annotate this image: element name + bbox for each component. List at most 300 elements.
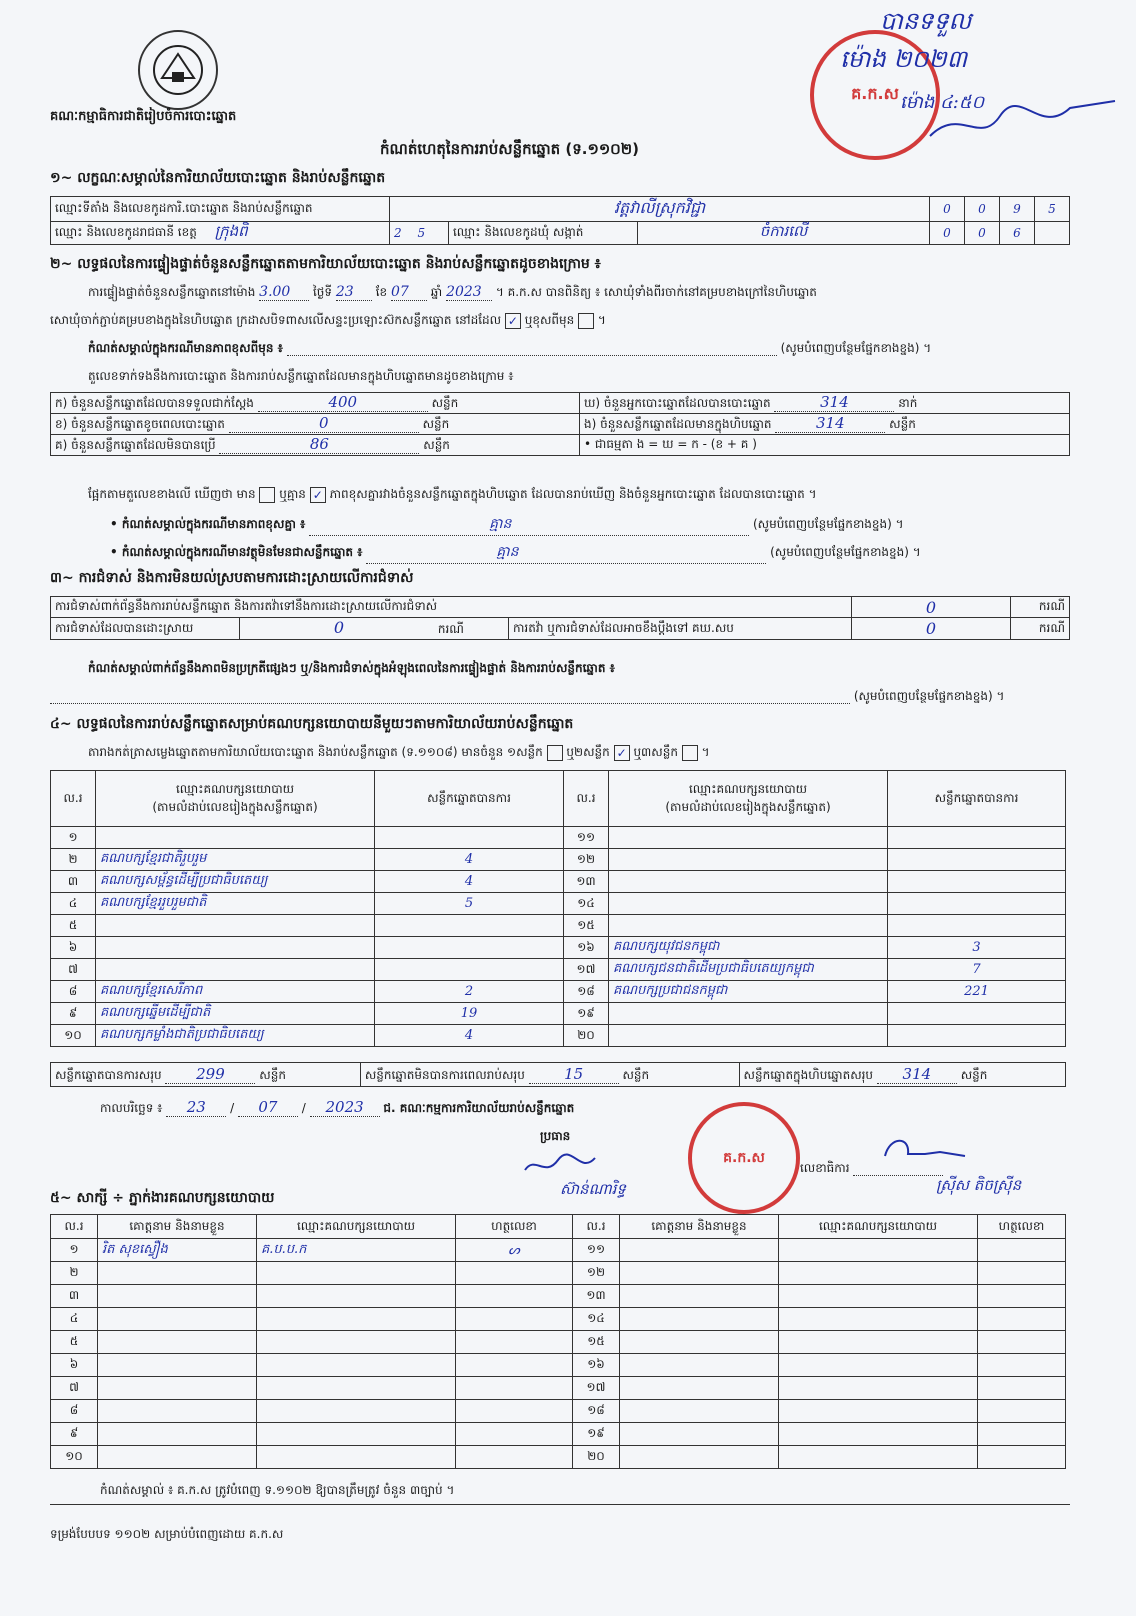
result-no-right: ១៩ <box>564 1003 609 1025</box>
location-value: វត្តវាលីស្រុកវិជ្ជា <box>390 197 930 222</box>
result-no-right: ២០ <box>564 1025 609 1047</box>
same-checkbox[interactable]: ✓ <box>505 313 521 329</box>
section3-note-line <box>50 688 1070 706</box>
total-box-label: សន្លឹកឆ្នោតក្នុងហិបឆ្នោតសរុប <box>743 1067 874 1082</box>
witness-party-left <box>257 1262 456 1285</box>
verification-line-2: សោឃុំចាក់ភ្ជាប់គម្របខាងក្នុងនៃហិបឆ្នោត ក្រដាសបិទពាសលើសន្ទះប្រឡោះស៊កសន្លឹកឆ្នោត នៅដដែល ✓ ឬខុសពីមុន ។ <box>50 313 606 328</box>
result-votes-left <box>375 915 564 937</box>
committee-stamp-text: គ.ក.ស <box>723 1149 765 1166</box>
tally-line: តារាងកត់ត្រាសម្លេងឆ្នោតតាមការិយាល័យបោះឆ្នោត និងរាប់សន្លឹកឆ្នោត (ទ.១១០៨) មានចំនួន ១សន្លឹក ឬ២សន្លឹក ✓ ឬ៣សន្លឹក ។ <box>88 745 710 760</box>
result-no-right: ១៧ <box>564 959 609 981</box>
witness-party-right <box>779 1262 978 1285</box>
footer-note: កំណត់សម្គាល់ ៖ គ.ក.ស ត្រូវបំពេញ ទ.១១០២ ឱ្យបានត្រឹមត្រូវ ចំនួន ៣ច្បាប់ ។ <box>100 1483 455 1497</box>
note2-label: • កំណត់សម្គាល់ក្នុងករណីមានភាពខុសគ្នា ៖ <box>110 517 306 531</box>
province-code-1: 2 <box>394 226 402 240</box>
witness-sign-left <box>456 1308 573 1331</box>
section3-note-blank <box>50 689 850 704</box>
witness-name-right <box>620 1331 779 1354</box>
date-label: កាលបរិច្ឆេទ ៖ <box>100 1101 163 1115</box>
received-ballots-label: ក) ចំនួនសន្លឹកឆ្នោតដែលបានទទួលជាក់ស្តែង <box>55 396 254 410</box>
result-votes-right: 7 <box>888 959 1066 981</box>
witness-party-right <box>779 1377 978 1400</box>
witness-sign-left <box>456 1446 573 1469</box>
witness-body <box>51 1239 1066 1469</box>
result-party-left: គណបក្សសម្ព័ន្ធដើម្បីប្រជាធិបតេយ្យ <box>96 871 375 893</box>
verification-time: 3.00 <box>259 284 309 301</box>
tally-three-checkbox[interactable] <box>682 745 698 761</box>
verification-line2-text: សោឃុំចាក់ភ្ជាប់គម្របខាងក្នុងនៃហិបឆ្នោត ក្រដាសបិទពាសលើសន្ទះប្រឡោះស៊កសន្លឹកឆ្នោត នៅដដែល <box>50 313 502 327</box>
witness-party-right <box>779 1446 978 1469</box>
result-no-right: ១៤ <box>564 893 609 915</box>
verification-month: 07 <box>391 284 427 301</box>
verification-text-c: ខែ <box>375 285 388 299</box>
section1-title: ១~ លក្ខណៈសម្គាល់នៃការិយាល័យបោះឆ្នោត និងរាប់សន្លឹកឆ្នោត <box>50 170 386 186</box>
secretary-label: លេខាធិការ <box>800 1161 850 1175</box>
total-box-unit: សន្លឹក <box>960 1067 988 1082</box>
committee-stamp <box>688 1102 800 1214</box>
received-ballots-unit: សន្លឹក <box>431 396 459 410</box>
note2-value: គ្មាន <box>309 514 749 536</box>
total-valid-label: សន្លឹកឆ្នោតបានការសរុប <box>55 1067 162 1082</box>
result-party-right: គណបក្សជនជាតិដើមប្រជាធិបតេយ្យកម្ពុជា <box>609 959 888 981</box>
result-no-right: ១៦ <box>564 937 609 959</box>
nec-logo <box>138 30 218 110</box>
note1-line <box>88 340 1068 358</box>
chair-signature <box>520 1150 600 1180</box>
witness-row <box>51 1262 1066 1285</box>
voters-value: 314 <box>774 393 894 412</box>
section3-title: ៣~ ការជំទាស់ និងការមិនយល់ស្របតាមការដោះស្រាយលើការជំទាស់ <box>50 570 414 586</box>
appeals-value: 0 <box>852 618 1011 640</box>
witness-sign-left: ᔕ <box>456 1239 573 1262</box>
section4-title: ៤~ លទ្ធផលនៃការរាប់សន្លឹកឆ្នោតសម្រាប់គណបក្សនយោបាយនីមួយៗតាមការិយាល័យរាប់សន្លឹកឆ្នោត <box>50 716 574 732</box>
note3-suffix: (សូមបំពេញបន្ថែមផ្នែកខាងខ្នង) ។ <box>770 545 921 559</box>
date-month: 07 <box>238 1098 298 1117</box>
result-votes-right <box>888 1003 1066 1025</box>
witness-no-left: ៤ <box>51 1308 98 1331</box>
result-party-left <box>96 959 375 981</box>
witness-sign-left <box>456 1331 573 1354</box>
changed-checkbox[interactable] <box>578 313 594 329</box>
witness-party-right <box>779 1239 978 1262</box>
section3-note-suffix: (សូមបំពេញបន្ថែមផ្នែកខាងខ្នង) ។ <box>853 689 1005 703</box>
witness-party-right <box>779 1423 978 1446</box>
results-col-party-sub-right: (តាមលំដាប់លេខរៀងក្នុងសន្លឹកឆ្នោត) <box>665 799 831 814</box>
witness-no-left: ៩ <box>51 1423 98 1446</box>
result-votes-left <box>375 937 564 959</box>
date-suffix: ជ. គណៈកម្មការការិយាល័យរាប់សន្លឹកឆ្នោត <box>383 1101 575 1115</box>
complaints-value: 0 <box>852 597 1011 618</box>
witness-name-left <box>98 1308 257 1331</box>
complaints-unit: ករណី <box>1011 597 1070 618</box>
note1-label: កំណត់សម្គាល់ក្នុងករណីមានភាពខុសពីមុន ៖ <box>88 341 283 355</box>
witness-no-left: ១០ <box>51 1446 98 1469</box>
tally-text-b: ឬ២សន្លឹក <box>566 745 610 759</box>
witness-no-right: ១២ <box>573 1262 620 1285</box>
witness-col-name-right: គោត្តនាម និងនាមខ្លួន <box>620 1215 779 1239</box>
witness-party-right <box>779 1308 978 1331</box>
results-row <box>51 827 1066 849</box>
witness-sign-right <box>978 1446 1066 1469</box>
results-row <box>51 893 1066 915</box>
witness-party-right <box>779 1354 978 1377</box>
results-row <box>51 1003 1066 1025</box>
results-col-party-right: ឈ្មោះគណបក្សនយោបាយ <box>688 781 808 796</box>
total-invalid-unit: សន្លឹក <box>622 1067 650 1082</box>
witness-col-party-left: ឈ្មោះគណបក្សនយោបាយ <box>257 1215 456 1239</box>
witness-no-right: ១៥ <box>573 1331 620 1354</box>
witness-name-left <box>98 1377 257 1400</box>
result-votes-left: 4 <box>375 871 564 893</box>
witness-no-right: ១៩ <box>573 1423 620 1446</box>
total-valid-unit: សន្លឹក <box>259 1067 286 1082</box>
section5-title: ៥~ សាក្សី ÷ ភ្នាក់ងារគណបក្សនយោបាយ <box>50 1190 275 1206</box>
result-party-left: គណបក្សខ្មែរជាតិរួបរួម <box>96 849 375 871</box>
result-party-left: គណបក្សខ្មែររួបរួមជាតិ <box>96 893 375 915</box>
emblem-icon <box>150 42 206 98</box>
witness-col-name-left: គោត្តនាម និងនាមខ្លួន <box>98 1215 257 1239</box>
compare-text-b: ឬគ្មាន <box>279 487 306 501</box>
note3-label: • កំណត់សម្គាល់ក្នុងករណីមានវត្ថុមិនមែនជាសន្លឹកឆ្នោត ៖ <box>110 545 363 559</box>
witness-name-left <box>98 1354 257 1377</box>
witness-row <box>51 1331 1066 1354</box>
witness-party-left <box>257 1308 456 1331</box>
result-votes-left: 5 <box>375 893 564 915</box>
result-party-right <box>609 915 888 937</box>
location-label: ឈ្មោះទីតាំង និងលេខកូដការិ.បោះឆ្នោត និងរាប់សន្លឹកឆ្នោត <box>51 197 390 222</box>
section3-table <box>50 596 1070 640</box>
resolved-value: 0 <box>333 618 345 637</box>
witness-sign-left <box>456 1377 573 1400</box>
received-note-1: បានទទួល <box>880 7 972 35</box>
result-no-right: ១៥ <box>564 915 609 937</box>
result-votes-left <box>375 959 564 981</box>
witness-row <box>51 1377 1066 1400</box>
witness-name-left <box>98 1446 257 1469</box>
section2-title: ២~ លទ្ធផលនៃការផ្ទៀងផ្ទាត់ចំនួនសន្លឹកឆ្នោតតាមការិយាល័យបោះឆ្នោត និងរាប់សន្លឹកឆ្នោតដូចខាងក្រោម ៖ <box>50 256 601 272</box>
witness-no-right: ១៤ <box>573 1308 620 1331</box>
compare-text-c: ភាពខុសគ្នារវាងចំនួនសន្លឹកឆ្នោតក្នុងហិបឆ្នោត ដែលបានរាប់ឃើញ និងចំនួនអ្នកបោះឆ្នោត ដែលបានបោះឆ្នោត ។ <box>329 487 817 501</box>
witness-row <box>51 1239 1066 1262</box>
result-party-right <box>609 1003 888 1025</box>
witness-name-right <box>620 1423 779 1446</box>
witness-name-right <box>620 1262 779 1285</box>
unused-ballots-unit: សន្លឹក <box>423 438 450 452</box>
total-box-value: 314 <box>877 1065 957 1084</box>
witness-party-right <box>779 1285 978 1308</box>
difference-no-checkbox[interactable]: ✓ <box>310 487 326 503</box>
location-code-4: 5 <box>1035 197 1070 222</box>
compare-text-a: ផ្អែកតាមតួលេខខាងលើ ឃើញថា មាន <box>88 487 256 501</box>
result-votes-left <box>375 827 564 849</box>
footer-divider <box>50 1504 1070 1505</box>
witness-no-right: ១៣ <box>573 1285 620 1308</box>
date-year: 2023 <box>310 1098 380 1117</box>
formula-note: • ជាធម្មតា ង = ឃ = ក - (ខ + គ ) <box>580 435 1070 456</box>
spoiled-ballots-value: 0 <box>229 414 419 433</box>
form-title: កំណត់ហេតុនៃការរាប់សន្លឹកឆ្នោត (ទ.១១០២) <box>380 140 640 158</box>
note3-value: គ្មាន <box>366 542 766 564</box>
voters-unit: នាក់ <box>898 396 918 410</box>
results-row <box>51 849 1066 871</box>
witness-row <box>51 1285 1066 1308</box>
result-votes-right <box>888 827 1066 849</box>
note2-line <box>110 514 1068 536</box>
counting-intro: តួលេខទាក់ទងនឹងការបោះឆ្នោត និងការរាប់សន្លឹកឆ្នោតដែលមានក្នុងហិបឆ្នោតមានដូចខាងក្រោម ៖ <box>88 369 514 383</box>
verification-text-a: ការផ្ទៀងផ្ទាត់ចំនួនសន្លឹកឆ្នោតនៅម៉ោង <box>88 285 256 299</box>
unused-ballots-value: 86 <box>219 435 419 454</box>
appeals-unit: ករណី <box>1011 618 1070 640</box>
results-body <box>51 827 1066 1047</box>
results-col-no-right: ល.រ <box>564 771 609 827</box>
province-label: ឈ្មោះ និងលេខកូដរាជធានី ខេត្ត <box>55 225 197 239</box>
box-ballots-unit: សន្លឹក <box>889 417 916 431</box>
results-col-no-left: ល.រ <box>51 771 96 827</box>
tally-one-checkbox[interactable] <box>547 745 563 761</box>
witness-sign-right <box>978 1262 1066 1285</box>
verification-year: 2023 <box>446 284 492 301</box>
box-ballots-label: ង) ចំនួនសន្លឹកឆ្នោតដែលមានក្នុងហិបឆ្នោត <box>584 417 772 431</box>
chair-name: ស៊ាន់ណារិទ្ធ <box>560 1180 626 1198</box>
unused-ballots-label: គ) ចំនួនសន្លឹកឆ្នោតដែលមិនបានប្រើ <box>55 438 216 452</box>
witness-no-left: ៧ <box>51 1377 98 1400</box>
form-footer: ទម្រង់បែបបទ ១១០២ សម្រាប់បំពេញដោយ គ.ក.ស <box>50 1527 284 1541</box>
witness-name-right <box>620 1285 779 1308</box>
org-name: គណៈកម្មាធិការជាតិរៀបចំការបោះឆ្នោត <box>50 109 237 124</box>
stamp-text: គ.ក.ស <box>851 84 899 103</box>
result-no-left: ២ <box>51 849 96 871</box>
witness-party-right <box>779 1400 978 1423</box>
result-party-right: គណបក្សយុវជនកម្ពុជា <box>609 937 888 959</box>
results-col-votes-left: សន្លឹកឆ្នោតបានការ <box>375 771 564 827</box>
result-no-left: ៩ <box>51 1003 96 1025</box>
witness-col-sign-left: ហត្ថលេខា <box>456 1215 573 1239</box>
result-no-left: ៧ <box>51 959 96 981</box>
commune-code-1: 0 <box>930 222 965 245</box>
result-votes-right <box>888 871 1066 893</box>
witness-name-left <box>98 1423 257 1446</box>
received-note-2: ម៉ោង ២០២៣ <box>840 45 968 73</box>
note1-blank <box>287 341 777 356</box>
witness-party-left <box>257 1446 456 1469</box>
secretary-signature <box>880 1132 970 1166</box>
witness-col-no-right: ល.រ <box>573 1215 620 1239</box>
witness-name-right <box>620 1400 779 1423</box>
results-row <box>51 937 1066 959</box>
counting-table <box>50 392 1070 456</box>
witness-sign-left <box>456 1285 573 1308</box>
result-votes-right <box>888 849 1066 871</box>
witness-sign-right <box>978 1239 1066 1262</box>
witness-name-left <box>98 1331 257 1354</box>
witness-sign-right <box>978 1354 1066 1377</box>
box-ballots-value: 314 <box>775 414 885 433</box>
results-col-party-sub-left: (តាមលំដាប់លេខរៀងក្នុងសន្លឹកឆ្នោត) <box>152 799 318 814</box>
result-no-right: ១៨ <box>564 981 609 1003</box>
witness-party-left <box>257 1400 456 1423</box>
changed-label: ឬខុសពីមុន <box>524 313 575 327</box>
verification-text-e: ។ គ.ក.ស បានពិនិត្យ ៖ សោឃុំទាំងពីរចាក់នៅគម្របខាងក្រៅនៃហិបឆ្នោត <box>495 285 817 299</box>
location-code-3: 9 <box>1000 197 1035 222</box>
voters-label: ឃ) ចំនួនអ្នកបោះឆ្នោតដែលបានបោះឆ្នោត <box>584 396 771 410</box>
result-party-right <box>609 871 888 893</box>
results-col-party-left: ឈ្មោះគណបក្សនយោបាយ <box>175 781 295 796</box>
witness-name-left <box>98 1262 257 1285</box>
results-row <box>51 1025 1066 1047</box>
results-row <box>51 959 1066 981</box>
note1-suffix: (សូមបំពេញបន្ថែមផ្នែកខាងខ្នង) ។ <box>780 341 932 355</box>
witness-sign-right <box>978 1308 1066 1331</box>
result-party-right <box>609 893 888 915</box>
total-invalid-value: 15 <box>529 1065 619 1084</box>
result-no-left: ៣ <box>51 871 96 893</box>
result-votes-right: 3 <box>888 937 1066 959</box>
results-table <box>50 770 1066 1047</box>
tally-two-checkbox[interactable]: ✓ <box>614 745 630 761</box>
result-no-left: ៨ <box>51 981 96 1003</box>
result-no-right: ១៣ <box>564 871 609 893</box>
result-party-right <box>609 849 888 871</box>
spoiled-ballots-label: ខ) ចំនួនសន្លឹកឆ្នោតខូចពេលបោះឆ្នោត <box>55 417 225 431</box>
witness-no-right: ១៨ <box>573 1400 620 1423</box>
result-party-left: គណបក្សខ្មែរសេរីភាព <box>96 981 375 1003</box>
witness-name-right <box>620 1239 779 1262</box>
totals-table <box>50 1062 1066 1087</box>
witness-no-right: ១៦ <box>573 1354 620 1377</box>
commune-code-2: 0 <box>965 222 1000 245</box>
result-votes-right <box>888 1025 1066 1047</box>
result-no-left: ៦ <box>51 937 96 959</box>
result-no-left: ៥ <box>51 915 96 937</box>
date-day: 23 <box>166 1098 226 1117</box>
witness-sign-left <box>456 1262 573 1285</box>
result-party-left <box>96 915 375 937</box>
witness-no-right: ១១ <box>573 1239 620 1262</box>
section1-table <box>50 196 1070 245</box>
note3-line <box>110 542 1068 564</box>
province-code-2: 5 <box>417 226 426 240</box>
witness-party-left <box>257 1377 456 1400</box>
result-party-right <box>609 827 888 849</box>
tally-text-c: ឬ៣សន្លឹក <box>633 745 678 759</box>
spoiled-ballots-unit: សន្លឹក <box>422 417 450 431</box>
witness-name-left <box>98 1285 257 1308</box>
result-votes-left: 4 <box>375 1025 564 1047</box>
verification-line-1 <box>88 284 1068 302</box>
received-ballots-value: 400 <box>258 393 428 412</box>
witness-sign-right <box>978 1423 1066 1446</box>
witness-name-right <box>620 1446 779 1469</box>
results-row <box>51 915 1066 937</box>
result-votes-right <box>888 915 1066 937</box>
result-votes-left: 19 <box>375 1003 564 1025</box>
difference-yes-checkbox[interactable] <box>259 487 275 503</box>
tally-text-a: តារាងកត់ត្រាសម្លេងឆ្នោតតាមការិយាល័យបោះឆ្នោត និងរាប់សន្លឹកឆ្នោត (ទ.១១០៨) មានចំនួន ១សន្លឹក <box>88 745 543 759</box>
result-no-left: ១០ <box>51 1025 96 1047</box>
chair-label: ប្រធាន <box>540 1129 571 1143</box>
compare-line <box>88 486 1068 504</box>
witness-party-left <box>257 1423 456 1446</box>
complaints-label: ការជំទាស់ពាក់ព័ន្ធនឹងការរាប់សន្លឹកឆ្នោត និងការតវ៉ាទៅនឹងការដោះស្រាយលើការជំទាស់ <box>51 597 852 618</box>
witness-party-left: គ.ប.ប.ក <box>257 1239 456 1262</box>
resolved-label: ការជំទាស់ដែលបានដោះស្រាយ <box>51 618 240 640</box>
province-value: ក្រុងពិ <box>214 222 248 240</box>
location-code-1: 0 <box>930 197 965 222</box>
witness-row <box>51 1354 1066 1377</box>
received-note-3: ម៉ោង ៤:៥០ <box>900 92 985 113</box>
witness-col-party-right: ឈ្មោះគណបក្សនយោបាយ <box>779 1215 978 1239</box>
witness-sign-left <box>456 1354 573 1377</box>
result-votes-right: 221 <box>888 981 1066 1003</box>
witness-name-right <box>620 1308 779 1331</box>
total-invalid-label: សន្លឹកឆ្នោតមិនបានការពេលរាប់សរុប <box>364 1067 525 1082</box>
commune-value: ចំការលើ <box>638 222 930 245</box>
section3-note-label: កំណត់សម្គាល់ពាក់ព័ន្ធនឹងភាពមិនប្រក្រតីផ្សេងៗ ឬ/និងការជំទាស់ក្នុងអំឡុងពេលនៃការផ្ទៀងផ្ទាត់ និងការរាប់សន្លឹកឆ្នោត ៖ <box>88 661 615 675</box>
witness-party-right <box>779 1331 978 1354</box>
witness-name-left <box>98 1400 257 1423</box>
witness-name-right <box>620 1354 779 1377</box>
witness-col-no-left: ល.រ <box>51 1215 98 1239</box>
secretary-name: ស្រ៊ីស តិចស្រ៊ីន <box>936 1176 1022 1194</box>
verification-day: 23 <box>336 284 372 301</box>
witness-no-left: ១ <box>51 1239 98 1262</box>
witness-col-sign-right: ហត្ថលេខា <box>978 1215 1066 1239</box>
witness-row <box>51 1400 1066 1423</box>
result-party-left: គណបក្សកម្លាំងជាតិប្រជាធិបតេយ្យ <box>96 1025 375 1047</box>
results-col-votes-right: សន្លឹកឆ្នោតបានការ <box>888 771 1066 827</box>
witness-no-left: ៨ <box>51 1400 98 1423</box>
result-party-left: គណបក្សឆ្នើមដើម្បីជាតិ <box>96 1003 375 1025</box>
witness-party-left <box>257 1354 456 1377</box>
witness-sign-left <box>456 1400 573 1423</box>
witness-sign-right <box>978 1331 1066 1354</box>
result-party-right: គណបក្សប្រជាជនកម្ពុជា <box>609 981 888 1003</box>
result-no-right: ១១ <box>564 827 609 849</box>
received-signature <box>920 96 1120 156</box>
witness-party-left <box>257 1285 456 1308</box>
witness-row <box>51 1308 1066 1331</box>
location-code-2: 0 <box>965 197 1000 222</box>
commune-code-3: 6 <box>1000 222 1035 245</box>
appeals-label: ការតវ៉ា ឬការជំទាស់ដែលអាចខឹងប្តឹងទៅ គឃ.សប <box>509 618 852 640</box>
verification-text-b: ថ្ងៃទី <box>313 285 333 299</box>
witness-no-right: ២០ <box>573 1446 620 1469</box>
verification-text-d: ឆ្នាំ <box>430 285 443 299</box>
witness-sign-left <box>456 1423 573 1446</box>
witness-row <box>51 1446 1066 1469</box>
witness-no-left: ៣ <box>51 1285 98 1308</box>
witness-name-right <box>620 1377 779 1400</box>
result-votes-left: 4 <box>375 849 564 871</box>
results-row <box>51 981 1066 1003</box>
result-party-left <box>96 937 375 959</box>
witness-no-left: ២ <box>51 1262 98 1285</box>
result-votes-right <box>888 893 1066 915</box>
witness-sign-right <box>978 1285 1066 1308</box>
witness-party-left <box>257 1331 456 1354</box>
witness-no-left: ៦ <box>51 1354 98 1377</box>
witness-row <box>51 1423 1066 1446</box>
witness-no-left: ៥ <box>51 1331 98 1354</box>
resolved-unit: ករណី <box>437 622 464 636</box>
results-row <box>51 871 1066 893</box>
result-no-left: ១ <box>51 827 96 849</box>
date-line: កាលបរិច្ឆេទ ៖ 23 / 07 / 2023 ជ. គណៈកម្មការការិយាល័យរាប់សន្លឹកឆ្នោត <box>100 1098 575 1116</box>
result-no-right: ១២ <box>564 849 609 871</box>
result-party-right <box>609 1025 888 1047</box>
commune-label: ឈ្មោះ និងលេខកូដឃុំ សង្កាត់ <box>449 222 638 245</box>
result-party-left <box>96 827 375 849</box>
